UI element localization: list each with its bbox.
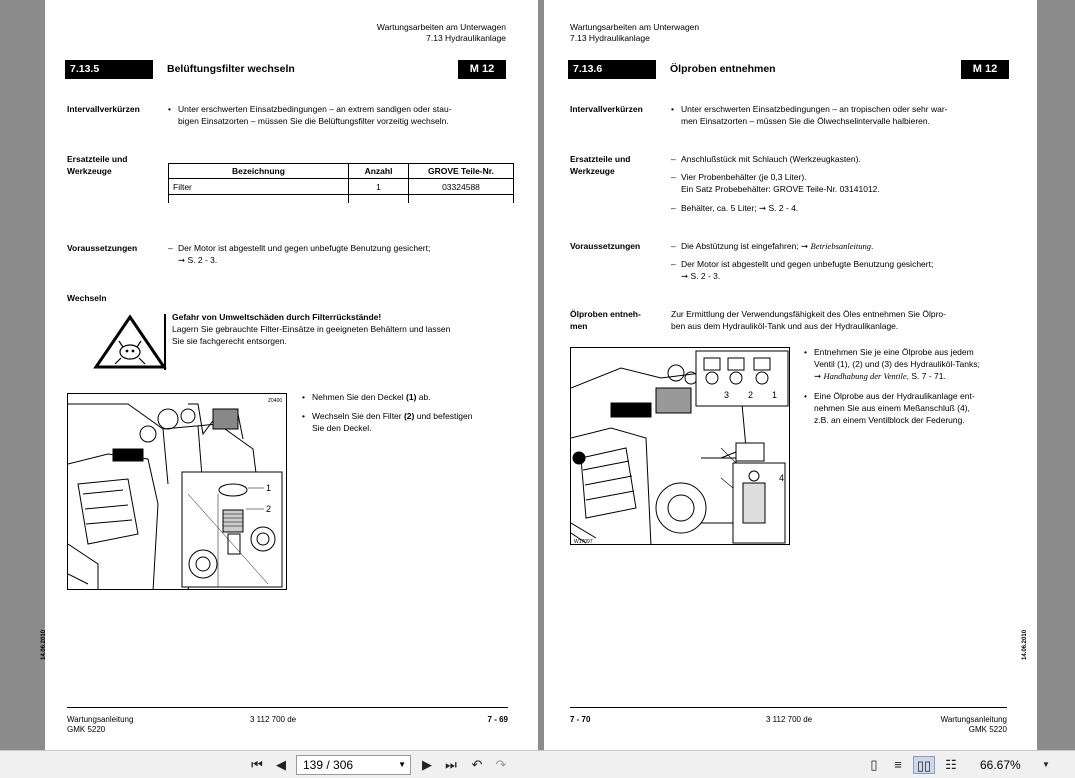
section-title: Belüftungsfilter wechseln — [167, 63, 295, 75]
callout-1: 1 — [772, 390, 778, 400]
section-number: 7.13.5 — [65, 60, 153, 79]
page-ref[interactable]: S. 2 - 4. — [768, 203, 799, 213]
text-line: – Vier Probenbehälter (je 0,3 Liter). — [681, 172, 807, 182]
warning-divider — [164, 314, 166, 370]
text-line: • Eine Ölprobe aus der Hydraulikanlage ent- — [814, 391, 975, 401]
illustration-oil-sample — [570, 347, 790, 545]
step-2 — [804, 390, 1019, 426]
text-run: Wechseln Sie den Filter — [312, 411, 404, 421]
side-date: 14.06.2010 — [41, 629, 47, 660]
doc-ref[interactable]: Handhabung der Ventile — [823, 371, 907, 381]
parts-table — [168, 163, 514, 203]
footer-text: GMK 5220 — [67, 725, 106, 734]
crane-filter-drawing — [68, 394, 287, 590]
ref-number: (1) — [406, 392, 417, 402]
environment-warning-icon — [93, 314, 167, 370]
warning-text: Lagern Sie gebrauchte Filter-Einsätze in geeigneten Behältern und lassen — [172, 324, 451, 334]
footer-center: 3 112 700 de — [766, 715, 813, 724]
ersatz-item-2 — [671, 171, 1016, 195]
voraus-label: Voraussetzungen — [570, 241, 641, 251]
footer-center: 3 112 700 de — [250, 715, 297, 724]
page-right — [544, 0, 1037, 750]
section-code: M 12 — [458, 60, 506, 79]
label-line: Werkzeuge — [67, 166, 112, 176]
text-run: , S. 7 - 71. — [906, 371, 946, 381]
crane-oil-drawing — [571, 348, 790, 545]
page-header — [377, 22, 506, 44]
ersatz-label — [570, 153, 662, 177]
header-chapter: Wartungsarbeiten am Unterwagen — [376, 22, 506, 32]
section-bar — [65, 60, 506, 79]
table-cell: 1 — [349, 179, 409, 195]
label-line: Ersatzteile und — [67, 154, 128, 164]
arrow-ref-icon: ➞ — [801, 241, 809, 251]
text-line: Sie den Deckel. — [312, 423, 372, 433]
label-line: Werkzeuge — [570, 166, 615, 176]
ref-line — [178, 254, 518, 266]
arrow-ref-icon: ➞ — [814, 371, 822, 381]
back-view-icon[interactable]: ↶ — [471, 757, 483, 772]
ersatz-label — [67, 153, 159, 177]
callout-4: 4 — [779, 473, 785, 483]
ref-line — [681, 270, 1016, 282]
warning-title: Gefahr von Umweltschäden durch Filterrückstände! — [172, 312, 382, 322]
table-cell: Filter — [169, 179, 349, 195]
header-chapter: Wartungsarbeiten am Unterwagen — [570, 22, 700, 32]
footer-text: GMK 5220 — [968, 725, 1007, 734]
page-number-value: 139 / 306 — [303, 758, 354, 772]
text-run: Nehmen Sie den Deckel — [312, 392, 407, 402]
footer-left — [67, 715, 133, 735]
footer-text: Wartungsanleitung — [67, 715, 134, 724]
header-subchapter: 7.13 Hydraulikanlage — [426, 33, 506, 43]
ersatz-item-1: – Anschlußstück mit Schlauch (Werkzeugkasten). — [671, 153, 1016, 165]
column-header: GROVE Teile-Nr. — [409, 164, 514, 179]
oel-label — [570, 308, 662, 332]
doc-ref[interactable]: Betriebsanleitung — [810, 241, 871, 251]
page-ref[interactable]: S. 2 - 3. — [690, 271, 721, 281]
label-line: Ölproben entneh- — [570, 309, 641, 319]
footer-rule — [570, 707, 1007, 708]
footer-page-number: 7 - 69 — [487, 715, 508, 724]
oel-text — [671, 308, 1016, 332]
section-code: M 12 — [961, 60, 1009, 79]
facing-pages-icon[interactable]: ▯▯ — [913, 756, 935, 774]
table-cell: 03324588 — [409, 179, 514, 195]
single-page-icon[interactable]: ▯ — [870, 757, 878, 772]
voraus-item — [168, 242, 518, 266]
callout-2: 2 — [266, 504, 272, 514]
table-header-row — [169, 164, 514, 179]
ref-line — [814, 370, 1019, 382]
text-run: ab. — [416, 392, 431, 402]
zoom-level[interactable]: 66.67% — [980, 758, 1021, 772]
column-header: Bezeichnung — [169, 164, 349, 179]
section-title: Ölproben entnehmen — [670, 63, 776, 75]
footer-right — [941, 715, 1007, 735]
text-line: bigen Einsatzorten – müssen Sie die Belüftungsfilter vorzeitig wechseln. — [178, 116, 449, 126]
next-page-icon[interactable]: ▶ — [422, 757, 432, 772]
text-line: • Unter erschwerten Einsatzbedingungen – an extrem sandigen oder stau- — [178, 104, 452, 114]
text-line: – Der Motor ist abgestellt und gegen unbefugte Benutzung gesichert; — [178, 243, 431, 253]
figure-code: Z0400 — [268, 398, 283, 404]
footer-text: Wartungsanleitung — [940, 715, 1007, 724]
text-line: • Unter erschwerten Einsatzbedingungen – an tropischen oder sehr war- — [681, 104, 948, 114]
step-1 — [804, 346, 1019, 382]
callout-2: 2 — [748, 390, 754, 400]
header-subchapter: 7.13 Hydraulikanlage — [570, 33, 650, 43]
continuous-page-icon[interactable]: ≡ — [894, 757, 902, 772]
page-header — [570, 22, 699, 44]
ref-number: (2) — [403, 411, 415, 421]
previous-page-icon[interactable]: ◀ — [276, 757, 286, 772]
section-bar — [568, 60, 1009, 79]
text-run: und befestigen — [414, 411, 473, 421]
voraus-item-1: – Die Abstützung ist eingefahren; ➞ Betriebsanleitung. — [671, 240, 1016, 252]
intervall-text — [671, 103, 1016, 127]
step-1 — [302, 391, 517, 403]
warning-block — [172, 311, 522, 347]
arrow-ref-icon: ➞ — [178, 255, 186, 265]
table-spacer — [169, 195, 514, 203]
section-number: 7.13.6 — [568, 60, 656, 79]
last-page-icon[interactable]: ⏭ — [445, 757, 457, 772]
text-line: ben aus dem Hydrauliköl-Tank und aus der Hydraulikanlage. — [671, 321, 899, 331]
label-line: men — [570, 321, 588, 331]
arrow-ref-icon: ➞ — [758, 203, 767, 213]
intervall-text — [168, 103, 518, 127]
warning-text: Sie sie fachgerecht entsorgen. — [172, 336, 287, 346]
illustration-filter — [67, 393, 287, 590]
footer-page-number: 7 - 70 — [570, 715, 591, 724]
ersatz-item-3 — [671, 202, 1016, 214]
intervall-label: Intervallverkürzen — [570, 104, 643, 114]
text-line: Ein Satz Probebehälter: GROVE Teile-Nr. 03141012. — [681, 184, 880, 194]
arrow-ref-icon: ➞ — [681, 271, 689, 281]
viewer-toolbar — [0, 750, 1075, 778]
text-line: nehmen Sie aus einem Meßanschluß (4), — [814, 403, 970, 413]
zoom-dropdown-icon[interactable]: ▼ — [1042, 760, 1050, 769]
callout-1: 1 — [266, 483, 272, 493]
first-page-icon[interactable]: ⏮ — [251, 757, 263, 772]
footer-rule — [67, 707, 508, 708]
page-left — [41, 0, 538, 750]
forward-view-icon[interactable]: ↷ — [495, 757, 507, 772]
table-row — [169, 179, 514, 195]
wechseln-label: Wechseln — [67, 293, 107, 303]
text-line: • Entnehmen Sie je eine Ölprobe aus jedem — [814, 347, 974, 357]
text-run: Die Abstützung ist eingefahren; — [681, 241, 799, 251]
voraus-label: Voraussetzungen — [67, 243, 138, 253]
text-line: – Der Motor ist abgestellt und gegen unbefugte Benutzung gesichert; — [681, 259, 934, 269]
page-ref[interactable]: S. 2 - 3. — [187, 255, 218, 265]
text-line: Zur Ermittlung der Verwendungsfähigkeit des Öles entnehmen Sie Ölpro- — [671, 309, 946, 319]
side-date: 14.06.2010 — [1022, 629, 1028, 660]
text-line: Ventil (1), (2) und (3) des Hydrauliköl-Tanks; — [814, 359, 980, 369]
figure-code: W17097 — [574, 539, 593, 545]
page-number-select[interactable] — [296, 755, 411, 775]
intervall-label: Intervallverkürzen — [67, 104, 140, 114]
continuous-facing-icon[interactable]: ☷ — [945, 757, 957, 772]
text-run: Behälter, ca. 5 Liter; — [681, 203, 757, 213]
label-line: Ersatzteile und — [570, 154, 631, 164]
text-line: men Einsatzorten – müssen Sie die Ölwechselintervalle halbieren. — [681, 116, 930, 126]
column-header: Anzahl — [349, 164, 409, 179]
callout-3: 3 — [724, 390, 730, 400]
voraus-item-2 — [671, 258, 1016, 282]
text-line: z.B. an einem Ventilblock der Federung. — [814, 415, 965, 425]
chevron-down-icon: ▼ — [398, 760, 406, 769]
step-2 — [302, 410, 517, 434]
